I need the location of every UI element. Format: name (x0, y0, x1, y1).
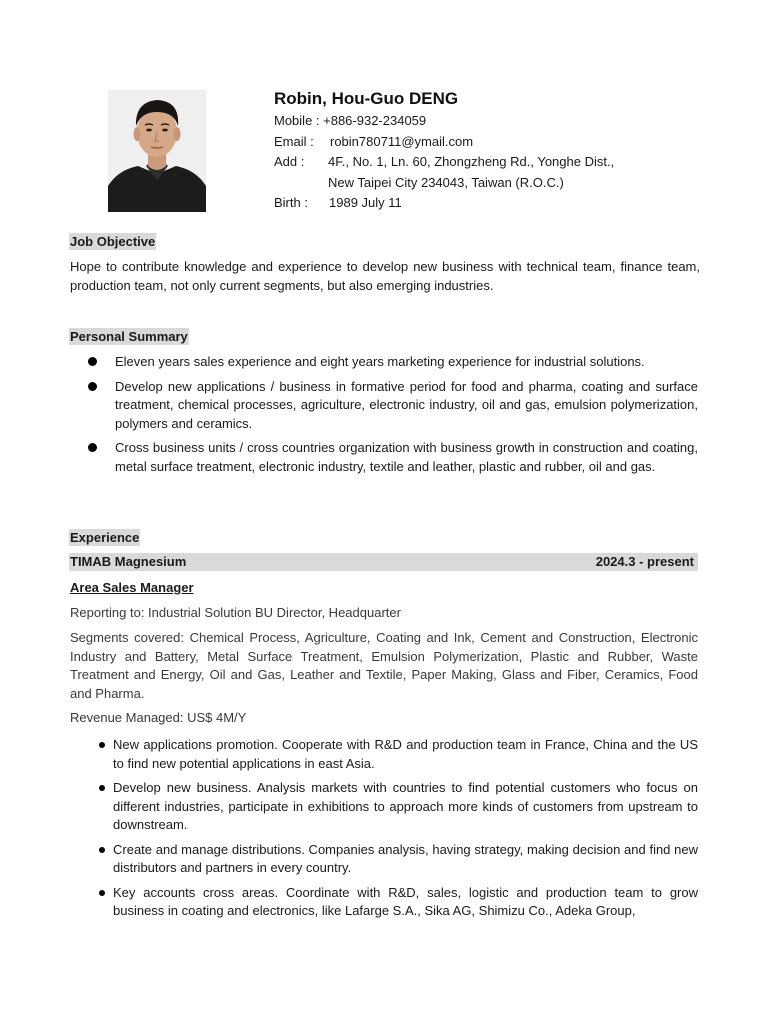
reporting-line: Reporting to: Industrial Solution BU Director, Headquarter (70, 605, 401, 620)
list-item-text: Eleven years sales experience and eight years marketing experience for industrial solutions. (115, 354, 645, 369)
segments-covered: Segments covered: Chemical Process, Agriculture, Coating and Ink, Cement and Construction, Electronic Industry and Battery, Metal Surface Treatment, Emulsion Polymerization, Plastic and Rubber, Waste Treatment and Energy, Oil and Gas, Leather and Textile, Paper Making, Glass and Fiber, Ceramics, Food and Pharma. (70, 630, 698, 701)
list-item (70, 884, 698, 921)
bullet-icon (88, 443, 97, 452)
list-item-text: Develop new business. Analysis markets with countries to find potential customers who focus on different industries, participate in exhibitions to approach more kinds of customers from upstream to downstream. (113, 780, 698, 832)
candidate-name: Robin, Hou-Guo DENG (274, 89, 459, 108)
list-item-text: Key accounts cross areas. Coordinate with R&D, sales, logistic and production team to grow business in coating and electronics, like Lafarge S.A., Sika AG, Shimizu Co., Adeka Group, (113, 884, 698, 918)
mobile-text: Mobile : +886-932-234059 (274, 113, 427, 128)
mobile-row (274, 111, 734, 132)
bullet-icon (99, 785, 105, 791)
address-row (274, 152, 734, 173)
birth-label: Birth : (274, 195, 308, 210)
list-item (70, 353, 698, 372)
contact-block (274, 88, 734, 214)
bullet-icon (99, 742, 105, 748)
bullet-icon (99, 890, 105, 896)
address-row-2 (274, 173, 734, 194)
job-objective-heading: Job Objective (70, 234, 156, 249)
personal-summary-list (70, 353, 698, 476)
experience-heading: Experience (70, 530, 140, 545)
list-item (70, 378, 698, 434)
company-bar (69, 553, 698, 571)
bullet-icon (99, 847, 105, 853)
revenue-managed: Revenue Managed: US$ 4M/Y (70, 710, 247, 725)
list-item (70, 779, 698, 835)
list-item-text: New applications promotion. Cooperate with R&D and production team in France, China and the US to find new potential applications in east Asia. (113, 737, 698, 771)
bullet-icon (88, 382, 97, 391)
list-item-text: Develop new applications / business in formative period for food and pharma, coating and surface treatment, chemical processes, agriculture, electronic industry, oil and gas, emulsion polymerization, polymers and ceramics. (115, 378, 698, 431)
address-line-1: 4F., No. 1, Ln. 60, Zhongzheng Rd., Yonghe Dist., (328, 154, 615, 169)
job-title: Area Sales Manager (70, 580, 194, 595)
list-item-text: Cross business units / cross countries organization with business growth in construction and coating, metal surface treatment, electronic industry, textile and leather, plastic and rubber, oil and gas. (115, 440, 698, 474)
employment-period: 2024.3 - present (595, 554, 694, 569)
bullet-icon (88, 357, 97, 366)
responsibilities-list (70, 736, 698, 921)
list-item (70, 736, 698, 773)
list-item-text: Create and manage distributions. Companies analysis, having strategy, making decision and find new distributors and partners in every country. (113, 841, 698, 875)
personal-summary-heading: Personal Summary (70, 329, 188, 344)
email-value: robin780711@ymail.com (330, 133, 474, 149)
list-item (70, 439, 698, 476)
birth-row (274, 193, 734, 214)
company-name: TIMAB Magnesium (70, 554, 187, 569)
list-item (70, 841, 698, 878)
profile-photo (108, 90, 206, 212)
email-label: Email : (274, 133, 314, 149)
portrait-image (108, 90, 206, 212)
birth-value: 1989 July 11 (329, 195, 402, 210)
address-line-2: New Taipei City 234043, Taiwan (R.O.C.) (328, 174, 564, 190)
address-label: Add : (274, 154, 305, 169)
job-objective-text: Hope to contribute knowledge and experience to develop new business with technical team, finance team, production team, not only current segments, but also emerging industries. (70, 259, 700, 293)
email-row (274, 132, 734, 153)
